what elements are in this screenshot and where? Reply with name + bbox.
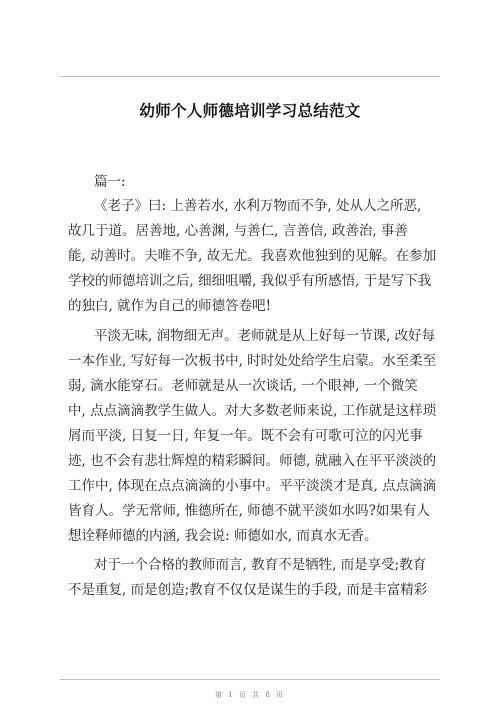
body-line: 不是重复, 而是创造;教育不仅仅是谋生的手段, 而是丰富精彩 (68, 582, 428, 598)
body-line: 一本作业, 写好每一次板书中, 时时处处给学生启蒙。水至柔至 (68, 353, 437, 369)
footer-rule (60, 679, 440, 680)
page-number: 第 1 页 共 8 页 (214, 691, 286, 699)
body-line: 故几于道。居善地, 心善渊, 与善仁, 言善信, 政善治, 事善 (68, 223, 408, 239)
body-line: 屑而平淡, 日复一日, 年复一年。既不会有可歌可泣的闪光事 (68, 428, 423, 444)
body-line: 的独白, 就作为自己的师德答卷吧! (68, 298, 272, 314)
body-line: 能, 动善时。夫唯不争, 故无尤。我喜欢他独到的见解。在参加 (68, 248, 437, 264)
body-line: 想诠释师德的内涵, 我会说: 师德如水, 而真水无香。 (68, 528, 378, 544)
body-line: 对于一个合格的教师而言, 教育不是牺牲, 而是享受;教育 (94, 557, 427, 573)
body-line: 《老子》曰: 上善若水, 水利万物而不争, 处从人之所恶, (94, 198, 422, 214)
header-rule (60, 76, 440, 77)
body-line: 学校的师德培训之后, 细细咀嚼, 我似乎有所感悟, 于是写下我 (68, 273, 432, 289)
body-line: 中, 点点滴滴教学生做人。对大多数老师来说, 工作就是这样琐 (68, 403, 437, 419)
document-title: 幼师个人师德培训学习总结范文 (139, 101, 361, 120)
body-line: 平淡无味, 润物细无声。老师就是从上好每一节课, 改好每 (94, 328, 436, 344)
body-line: 弱, 滴水能穿石。老师就是从一次谈话, 一个眼神, 一个微笑 (68, 378, 418, 394)
body-line: 工作中, 体现在点点滴滴的小事中。平平淡淡才是真, 点点滴滴 (68, 478, 437, 494)
body-line: 皆育人。学无常师, 惟德所在, 师德不就平淡如水吗?如果有人 (68, 503, 430, 519)
body-line: 迹, 也不会有悲壮辉煌的精彩瞬间。师德, 就融入在平平淡淡的 (68, 453, 437, 469)
body-line: 篇一: (94, 174, 126, 190)
